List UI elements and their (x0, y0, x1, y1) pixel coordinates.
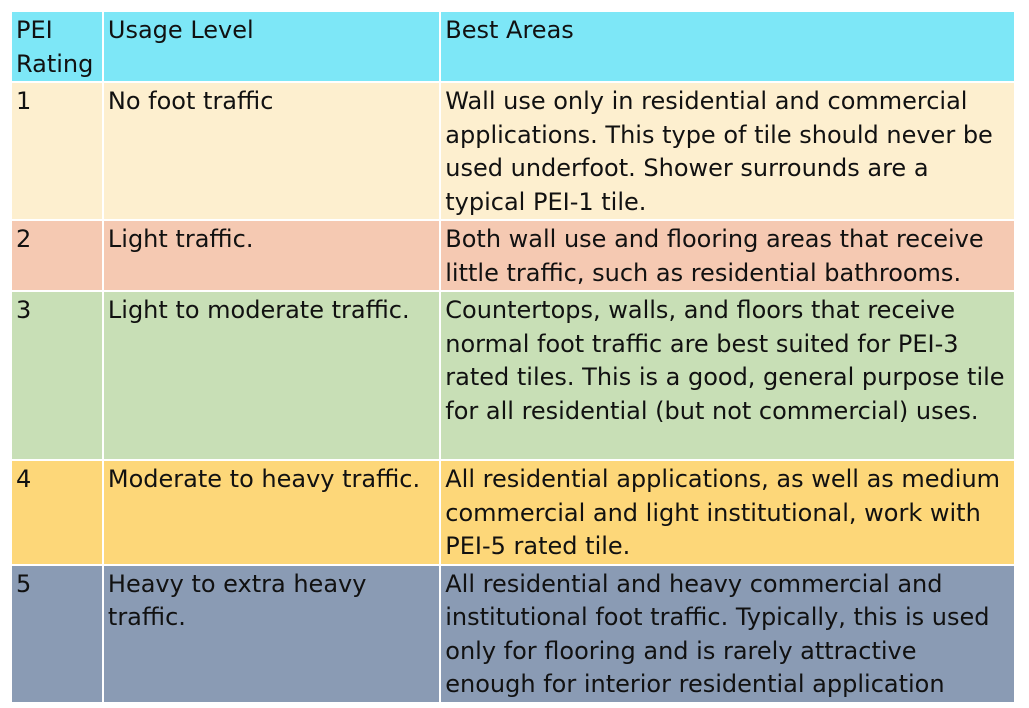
best-areas-cell: All residential applications, as well as medium commercial and light institutional, work with PEI-5 rated tile. (440, 460, 1015, 565)
best-areas-cell: Both wall use and flooring areas that receive little traffic, such as residential bathrooms. (440, 220, 1015, 291)
table-row (11, 565, 1015, 703)
rating-cell: 3 (11, 291, 103, 460)
table-row (11, 460, 1015, 565)
pei-rating-table (10, 10, 1016, 704)
best-areas-cell: All residential and heavy commercial and institutional foot traffic. Typically, this is used only for flooring and is rarely attractive enough for interior residential application (440, 565, 1015, 703)
best-areas-cell: Wall use only in residential and commercial applications. This type of tile should never be used underfoot. Shower surrounds are a typical PEI-1 tile. (440, 82, 1015, 220)
rating-cell: 4 (11, 460, 103, 565)
usage-cell: Moderate to heavy traffic. (103, 460, 440, 565)
usage-cell: Heavy to extra heavy traffic. (103, 565, 440, 703)
header-best-areas: Best Areas (440, 11, 1015, 82)
header-pei-rating: PEI Rating (11, 11, 103, 82)
usage-cell: Light traffic. (103, 220, 440, 291)
table-row (11, 291, 1015, 460)
table-header-row (11, 11, 1015, 82)
table-row (11, 82, 1015, 220)
usage-cell: Light to moderate traffic. (103, 291, 440, 460)
best-areas-cell: Countertops, walls, and floors that receive normal foot traffic are best suited for PEI-3 rated tiles. This is a good, general purpose tile for all residential (but not commercial) uses. (440, 291, 1015, 460)
usage-cell: No foot traffic (103, 82, 440, 220)
rating-cell: 5 (11, 565, 103, 703)
rating-cell: 2 (11, 220, 103, 291)
rating-cell: 1 (11, 82, 103, 220)
table-row (11, 220, 1015, 291)
header-usage-level: Usage Level (103, 11, 440, 82)
